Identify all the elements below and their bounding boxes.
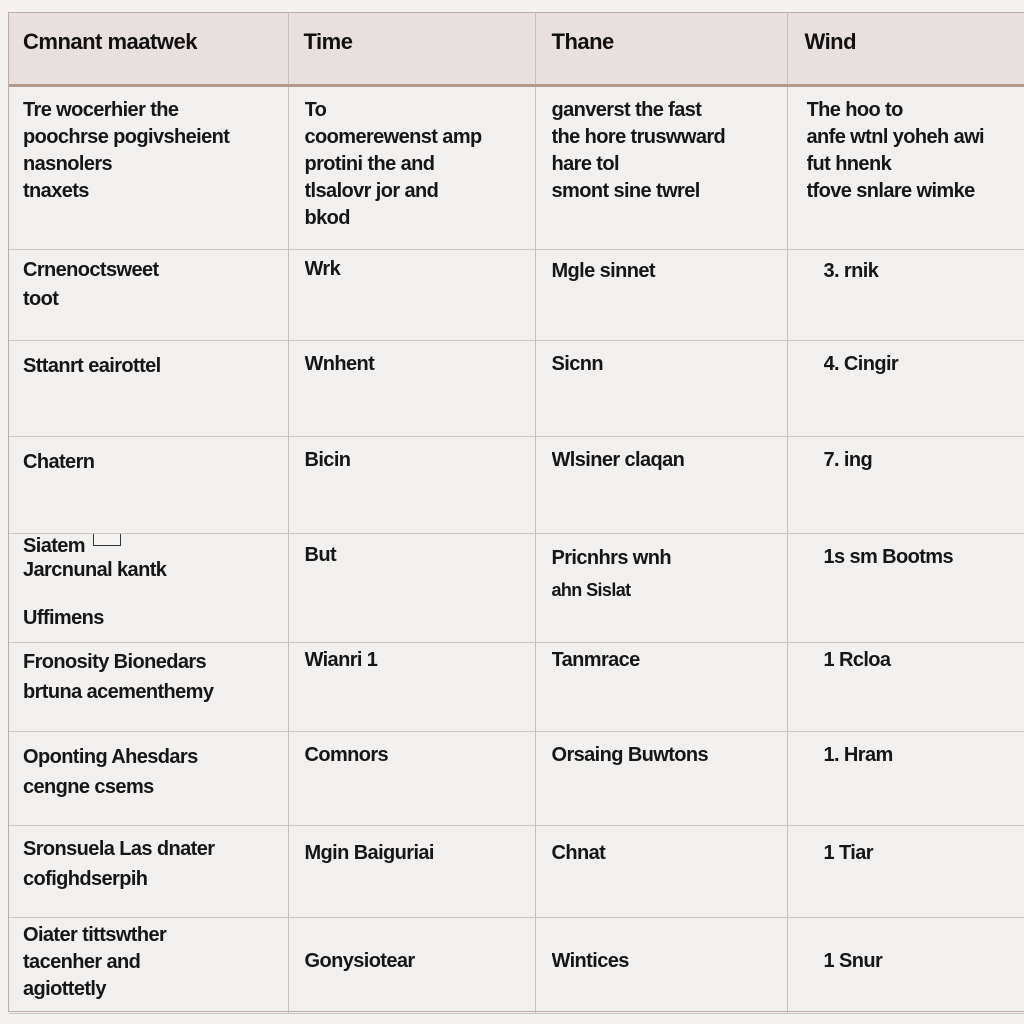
table-cell [288,731,535,825]
cell-line: Mgle sinnet [551,259,655,282]
table-cell [288,85,535,249]
table-cell [535,533,787,642]
spacer [23,582,280,604]
table-cell [9,642,288,731]
cell-line: Jarcnunal kantk [23,558,167,581]
table-cell [9,825,288,917]
table-cell [787,642,1024,731]
table-cell [9,340,288,436]
table-cell [787,533,1024,642]
cell-line: 1 Snur [823,949,883,972]
cell-line: Crnenoctsweet [23,258,159,281]
table-row [9,731,1024,825]
table-cell [288,436,535,533]
table-cell [288,249,535,340]
cell-line: Gonysiotear [304,949,415,972]
cell-line: nasnolers [23,152,113,175]
cell-line: Orsaing Buwtons [551,743,709,766]
table-cell [787,825,1024,917]
table-cell [288,917,535,1013]
cell-line: the hore truswward [551,125,726,148]
cell-line: To [304,98,327,121]
data-table [9,13,1024,1014]
cell-line: Oiater tittswther [23,923,167,946]
cell-line: 3. rnik [823,259,879,282]
cell-line: agiottetly [23,977,106,1000]
column-header-wind: Wind [787,13,1024,85]
table-cell [288,533,535,642]
table-cell [535,642,787,731]
cell-line: Oponting Ahesdars [23,745,198,768]
cell-line: Wintices [551,949,629,972]
cell-line: Bicin [304,448,351,471]
table-cell [9,436,288,533]
cell-line: 1s sm Bootms [823,545,954,568]
table-cell [787,249,1024,340]
cell-line: Sttanrt eairottel [23,354,161,377]
table-cell [9,731,288,825]
cell-line: 1 Tiar [823,841,873,864]
cell-line: Chatern [23,450,95,473]
cell-line: Chnat [551,841,606,864]
table-row [9,340,1024,436]
table-cell [535,825,787,917]
cell-line: Wrk [304,257,341,280]
table-cell [535,340,787,436]
cell-line: bkod [304,206,350,229]
cell-line: Wianri 1 [304,648,378,671]
column-header-thane: Thane [535,13,787,85]
table-cell [288,642,535,731]
cell-line-text: Siatem [23,534,85,557]
table-cell [535,249,787,340]
cell-line: 1. Hram [823,743,893,766]
cell-line: Uffimens [23,606,104,629]
cell-line [23,534,280,558]
cell-line: anfe wtnl yoheh awi [806,125,985,148]
cell-line: smont sine twrel [551,179,700,202]
data-table-container [8,12,1024,1012]
table-row [9,85,1024,249]
table-cell [535,731,787,825]
cell-line: Wlsiner claqan [551,448,685,471]
table-row [9,436,1024,533]
table-cell [9,85,288,249]
column-header-time: Time [288,13,535,85]
cell-line: The hoo to [806,98,903,121]
cell-line: ganverst the fast [551,98,702,121]
cell-line: Tre wocerhier the [23,98,179,121]
cell-line: But [304,543,337,566]
table-cell [288,340,535,436]
checkbox-glyph [93,534,121,546]
table-cell [787,436,1024,533]
cell-line: Comnors [304,743,389,766]
cell-line: Sronsuela Las dnater [23,837,215,860]
table-row [9,642,1024,731]
column-header-1: Cmnant maatwek [9,13,288,85]
table-cell [787,340,1024,436]
cell-line: brtuna acementhemy [23,680,214,703]
table-cell [9,249,288,340]
cell-line: Wnhent [304,352,375,375]
cell-line: tlsalovr jor and [304,179,439,202]
table-cell [535,436,787,533]
cell-line: tnaxets [23,179,89,202]
cell-line: fut hnenk [806,152,892,175]
cell-line: tfove snlare wimke [806,179,975,202]
cell-line: Mgin Baiguriai [304,841,434,864]
table-header-row [9,13,1024,85]
cell-line: cofighdserpih [23,867,148,890]
table-cell [288,825,535,917]
cell-line: toot [23,287,59,310]
cell-line: protini the and [304,152,435,175]
cell-line: 7. ing [823,448,873,471]
table-cell [787,85,1024,249]
table-cell [787,731,1024,825]
cell-line: coomerewenst amp [304,125,482,148]
table-row [9,249,1024,340]
cell-line: 1 Rcloa [823,648,891,671]
table-row [9,825,1024,917]
table-row [9,533,1024,642]
cell-line: Sicnn [551,352,603,375]
cell-line: cengne csems [23,775,154,798]
table-cell [787,917,1024,1013]
table-cell [9,533,288,642]
cell-line: ahn Sislat [551,579,631,600]
table-row [9,917,1024,1013]
cell-line: Tanmrace [551,648,640,671]
cell-line: hare tol [551,152,619,175]
table-cell [9,917,288,1013]
table-cell [535,85,787,249]
table-cell [535,917,787,1013]
cell-line: Fronosity Bionedars [23,650,207,673]
cell-line: tacenher and [23,950,141,973]
cell-line: 4. Cingir [823,352,899,375]
cell-line: poochrse pogivsheient [23,125,230,148]
cell-line: Pricnhrs wnh [551,546,671,569]
